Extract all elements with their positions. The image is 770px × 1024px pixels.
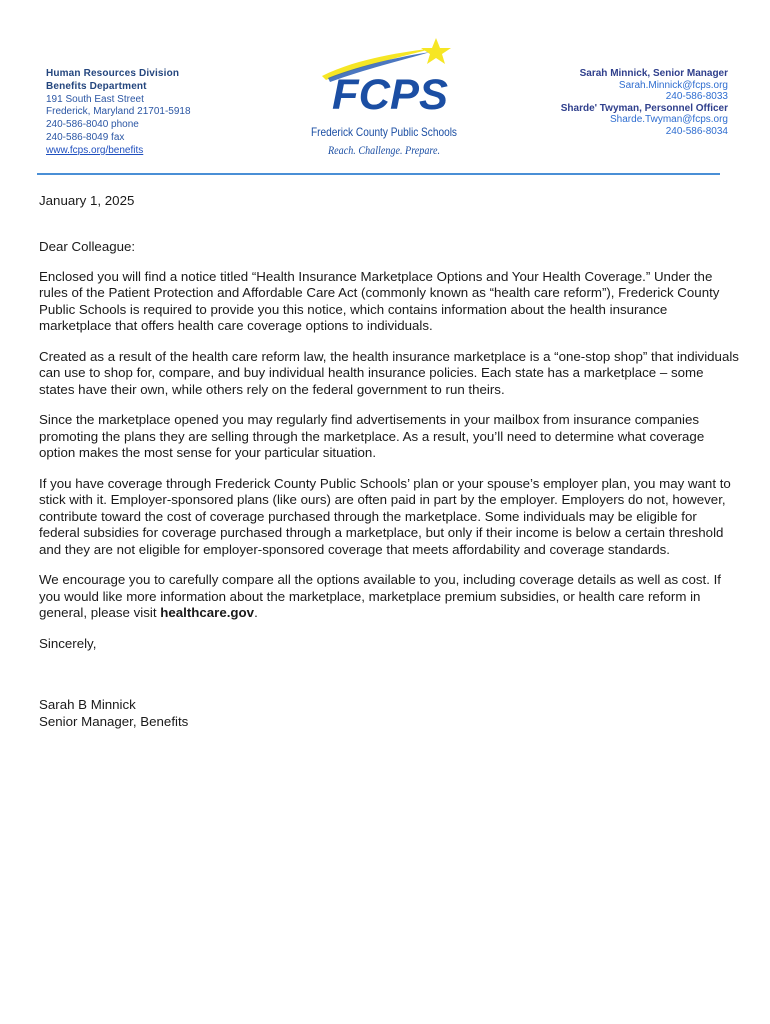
logo-org-name: Frederick County Public Schools <box>311 125 457 139</box>
paragraph-5-end: . <box>254 605 258 621</box>
fcps-logo-graphic <box>308 36 464 160</box>
contacts-block <box>561 68 728 138</box>
paragraph-3: Since the marketplace opened you may regularly find advertisements in your mailbox from insurance companies promoting the plans they are selling through the marketplace. As a result, you’ll need to determine what coverage option makes the most sense for your particular situation. <box>39 412 705 461</box>
signer-name: Sarah B Minnick <box>39 697 136 713</box>
fcps-logo <box>308 36 464 160</box>
paragraph-4: If you have coverage through Frederick County Public Schools’ plan or your spouse’s employer plan, you may want to stick with it. Employer-sponsored plans (like ours) are often paid in part by the employer. Employers do not, however, contribute toward the cost of coverage purchased through the marketplace. Some individuals may be eligible for federal subsidies for coverage purchased through a marketplace, but only if their income is below a certain threshold and they are not eligible for employer-sponsored coverage that meets affordability and coverage standards. <box>39 476 731 557</box>
letter-closing: Sincerely, <box>39 636 97 652</box>
contact-1-email[interactable]: Sarah.Minnick@fcps.org <box>618 79 728 91</box>
letter-salutation: Dear Colleague: <box>39 239 136 255</box>
paragraph-5 <box>39 572 739 621</box>
letter-date: January 1, 2025 <box>39 193 135 208</box>
logo-tagline: Reach. Challenge. Prepare. <box>327 145 440 157</box>
city-state-zip: Frederick, Maryland 21701-5918 <box>46 106 191 118</box>
star-icon <box>421 38 451 64</box>
letterhead-address-block <box>46 68 191 158</box>
division-name: Human Resources Division <box>46 68 180 79</box>
header-divider <box>37 173 720 175</box>
contact-2-phone: 240-586-8034 <box>665 125 728 137</box>
logo-wordmark: FCPS <box>332 71 449 119</box>
department-name: Benefits Department <box>46 80 147 92</box>
paragraph-5-text: We encourage you to carefully compare all the options available to you, including coverage details as well as cost. If you would like more information about the marketplace, marketplace premium subsidies, or health care reform in general, please visit <box>39 572 721 621</box>
contact-2-title: Sharde' Twyman, Personnel Officer <box>560 102 728 114</box>
paragraph-2: Created as a result of the health care reform law, the health insurance marketplace is a “one-stop shop” that individuals can use to shop for, compare, and buy individual health insurance policies. Each state has a marketplace – some states have their own, while others rely on the federal government to run theirs. <box>39 348 739 397</box>
contact-1-phone: 240-586-8033 <box>665 91 728 103</box>
signer-title: Senior Manager, Benefits <box>39 713 189 729</box>
benefits-website-link[interactable]: www.fcps.org/benefits <box>46 144 144 156</box>
phone-number: 240-586-8040 phone <box>46 119 139 131</box>
letter-body <box>39 193 739 730</box>
contact-1-title: Sarah Minnick, Senior Manager <box>579 68 728 79</box>
fax-number: 240-586-8049 fax <box>46 131 125 143</box>
contact-2-email[interactable]: Sharde.Twyman@fcps.org <box>610 114 728 126</box>
paragraph-1: Enclosed you will find a notice titled “Health Insurance Marketplace Options and Your Health Coverage.” Under the rules of the Patient Protection and Affordable Care Act (commonly known as “health care reform”), Frederick County Public Schools is required to provide you this notice, which contains information about the health insurance marketplace that offers health care coverage options to individuals. <box>39 268 720 334</box>
street-address: 191 South East Street <box>46 93 144 105</box>
healthcare-gov-link[interactable]: healthcare.gov <box>160 605 255 621</box>
